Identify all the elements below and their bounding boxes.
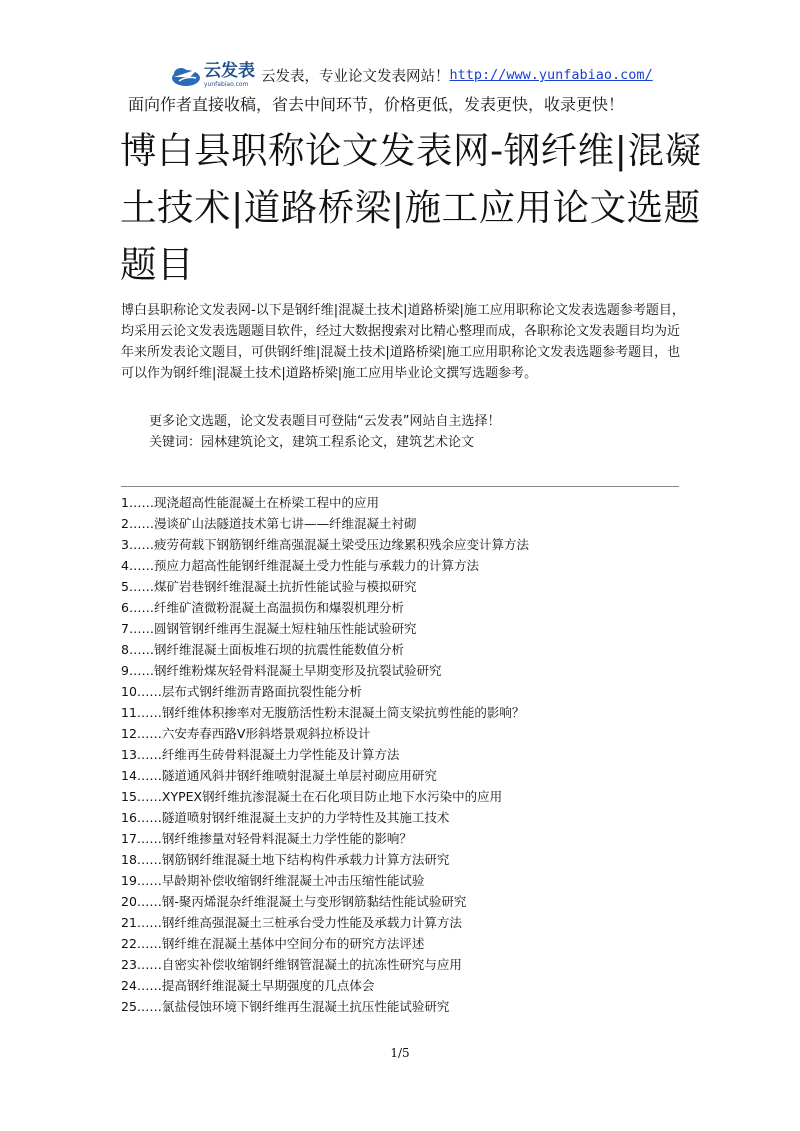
topic-item: 11……钢纤维体积掺率对无腹筋活性粉末混凝土简支梁抗剪性能的影响？ (121, 705, 525, 720)
topic-item: 15……XYPEX钢纤维抗渗混凝土在石化项目防止地下水污染中的应用 (121, 789, 503, 804)
page-title: 博白县职称论文发表网-钢纤维|混凝土技术|道路桥梁|施工应用论文选题题目 (120, 129, 702, 286)
topic-item: 1……现浇超高性能混凝土在桥梁工程中的应用 (121, 495, 379, 510)
topic-item: 21……钢纤维高强混凝土三桩承台受力性能及承载力计算方法 (121, 915, 462, 930)
topic-item: 18……钢筋钢纤维混凝土地下结构构件承载力计算方法研究 (121, 852, 450, 867)
more-topics-note: 更多论文选题，论文发表题目可登陆“云发表”网站自主选择！ (149, 414, 501, 429)
topic-item: 3……疲劳荷载下钢筋钢纤维高强混凝土梁受压边缘累积残余应变计算方法 (121, 537, 529, 552)
topic-item: 9……钢纤维粉煤灰轻骨料混凝土早期变形及抗裂试验研究 (121, 663, 442, 678)
topic-item: 4……预应力超高性能钢纤维混凝土受力性能与承载力的计算方法 (121, 558, 479, 573)
topic-item: 24……提高钢纤维混凝土早期强度的几点体会 (121, 978, 375, 993)
site-link[interactable]: http://www.yunfabiao.com/ (449, 67, 653, 83)
topic-item: 10……层布式钢纤维沥青路面抗裂性能分析 (121, 684, 362, 699)
topic-item: 25……氯盐侵蚀环境下钢纤维再生混凝土抗压性能试验研究 (121, 999, 450, 1014)
topic-item: 12……六安寿春西路Ⅴ形斜塔景观斜拉桥设计 (121, 726, 371, 741)
site-logo[interactable] (170, 62, 255, 88)
site-tagline: 云发表，专业论文发表网站！ (261, 68, 450, 85)
topic-item: 5……煤矿岩巷钢纤维混凝土抗折性能试验与模拟研究 (121, 579, 417, 594)
page-number: 1/5 (390, 1046, 410, 1060)
topic-item: 22……钢纤维在混凝土基体中空间分布的研究方法评述 (121, 936, 425, 951)
keywords-line: 关键词：园林建筑论文，建筑工程系论文，建筑艺术论文 (149, 435, 475, 450)
topic-item: 14……隧道通风斜井钢纤维喷射混凝土单层衬砌应用研究 (121, 768, 437, 783)
topic-item: 7……圆钢管钢纤维再生混凝土短柱轴压性能试验研究 (121, 621, 417, 636)
topic-item: 16……隧道喷射钢纤维混凝土支护的力学特性及其施工技术 (121, 810, 450, 825)
topic-item: 19……早龄期补偿收缩钢纤维混凝土冲击压缩性能试验 (121, 873, 425, 888)
topic-item: 8……钢纤维混凝土面板堆石坝的抗震性能数值分析 (121, 642, 404, 657)
intro-paragraph: 博白县职称论文发表网-以下是钢纤维|混凝土技术|道路桥梁|施工应用职称论文发表选题参考题目，均采用云论文发表选题题目软件，经过大数据搜索对比精心整理而成，各职称论文发表题目均为近年来所发表论文题目，可供钢纤维|混凝土技术|道路桥梁|施工应用职称论文发表选题参考题目，也可以作为钢纤维|混凝土技术|道路桥梁|施工应用毕业论文撰写选题参考。 (121, 303, 685, 381)
topic-item: 2……漫谈矿山法隧道技术第七讲——纤维混凝土衬砌 (121, 516, 417, 531)
site-header (170, 58, 653, 92)
cloud-plane-icon (170, 62, 202, 88)
topic-item: 23……自密实补偿收缩钢纤维钢管混凝土的抗冻性研究与应用 (121, 957, 462, 972)
topic-item: 17……钢纤维掺量对轻骨料混凝土力学性能的影响？ (121, 831, 412, 846)
topic-list (121, 492, 681, 1017)
topic-item: 13……纤维再生砖骨料混凝土力学性能及计算方法 (121, 747, 400, 762)
topic-item: 20……钢-聚丙烯混杂纤维混凝土与变形钢筋黏结性能试验研究 (121, 894, 467, 909)
logo-subtext: yunfabiao.com (204, 80, 249, 88)
logo-text: 云发表 (204, 60, 255, 81)
divider (121, 486, 679, 487)
topic-item: 6……纤维矿渣微粉混凝土高温损伤和爆裂机理分析 (121, 600, 404, 615)
site-slogan: 面向作者直接收稿，省去中间环节，价格更低，发表更快，收录更快！ (128, 95, 625, 114)
